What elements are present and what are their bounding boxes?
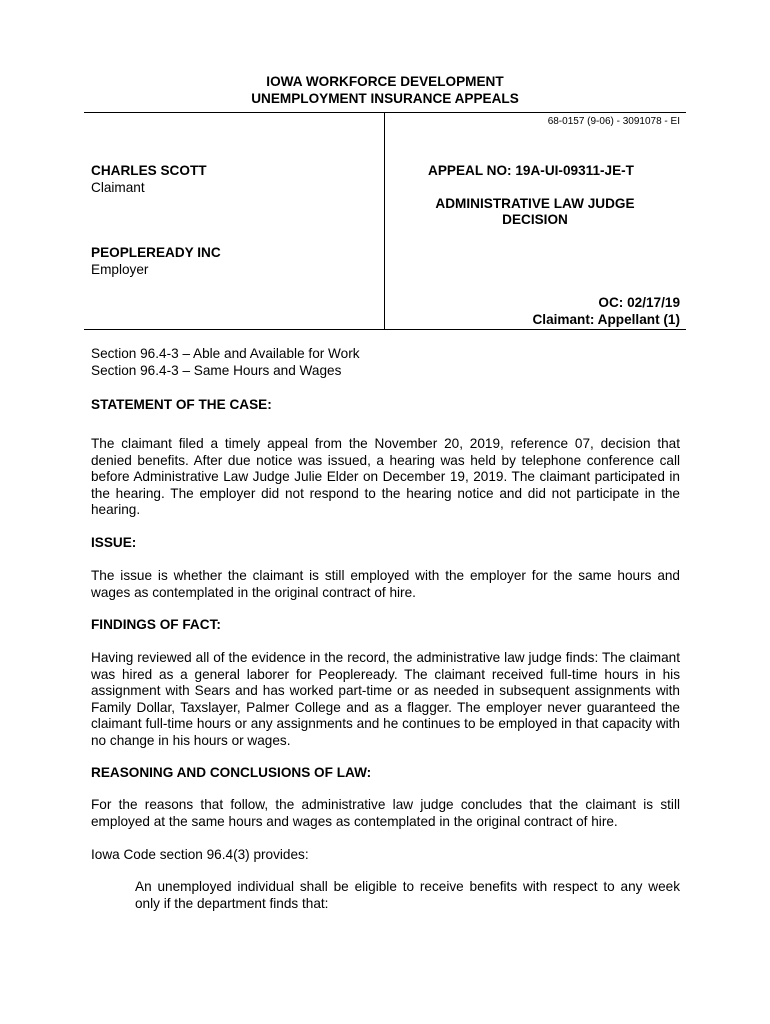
reasoning-text: For the reasons that follow, the administrative law judge concludes that the claimant is still employed at the same hours and wages as contemplated in the original contract of hire. — [91, 797, 680, 829]
caption-bottom-rule — [84, 329, 686, 330]
statement-text: The claimant filed a timely appeal from the November 20, 2019, reference 07, decision that denied benefits. After due notice was issued, a hearing was held by telephone conference call before Administrative Law Judge Julie Elder on December 19, 2019. The claimant participated in the hearing. The employer did not respond to the hearing notice and did not participate in the hearing. — [91, 436, 680, 518]
reasoning-heading: REASONING AND CONCLUSIONS OF LAW: — [91, 765, 372, 780]
appeal-number: APPEAL NO: 19A-UI-09311-JE-T — [428, 163, 634, 178]
division-name: UNEMPLOYMENT INSURANCE APPEALS — [251, 91, 519, 106]
decision-title-line-1: ADMINISTRATIVE LAW JUDGE — [435, 196, 635, 211]
section-cited: Section 96.4-3 – Same Hours and Wages — [91, 363, 342, 378]
original-claim-date: OC: 02/17/19 — [598, 295, 680, 310]
code-intro: Iowa Code section 96.4(3) provides: — [91, 847, 309, 862]
code-quote: An unemployed individual shall be eligible to receive benefits with respect to any week only if the department finds that: — [135, 879, 680, 911]
employer-role: Employer — [91, 262, 149, 277]
header-rule — [84, 112, 686, 113]
caption-divider — [384, 112, 385, 330]
claimant-status: Claimant: Appellant (1) — [532, 312, 680, 327]
claimant-name: CHARLES SCOTT — [91, 163, 207, 178]
employer-name: PEOPLEREADY INC — [91, 245, 221, 260]
issue-text: The issue is whether the claimant is still employed with the employer for the same hours and wages as contemplated in the original contract of hire. — [91, 568, 680, 600]
findings-text: Having reviewed all of the evidence in the record, the administrative law judge finds: The claimant was hired as a general laborer for Peopleready. The claimant received full-time hours in his assignment with Sears and has worked part-time or as needed in subsequent assignments with Family Dollar, Taxslayer, Palmer College and as a flagger. The employer never guaranteed the claimant full-time hours or any assignments and he continues to be employed in that capacity with no change in his hours or wages. — [91, 650, 680, 748]
decision-title-line-2: DECISION — [502, 212, 568, 227]
statement-heading: STATEMENT OF THE CASE: — [91, 397, 272, 412]
agency-name: IOWA WORKFORCE DEVELOPMENT — [266, 74, 504, 89]
section-cited: Section 96.4-3 – Able and Available for Work — [91, 346, 360, 361]
form-code: 68-0157 (9-06) - 3091078 - EI — [547, 116, 680, 127]
findings-heading: FINDINGS OF FACT: — [91, 617, 221, 632]
claimant-role: Claimant — [91, 180, 145, 195]
issue-heading: ISSUE: — [91, 535, 137, 550]
